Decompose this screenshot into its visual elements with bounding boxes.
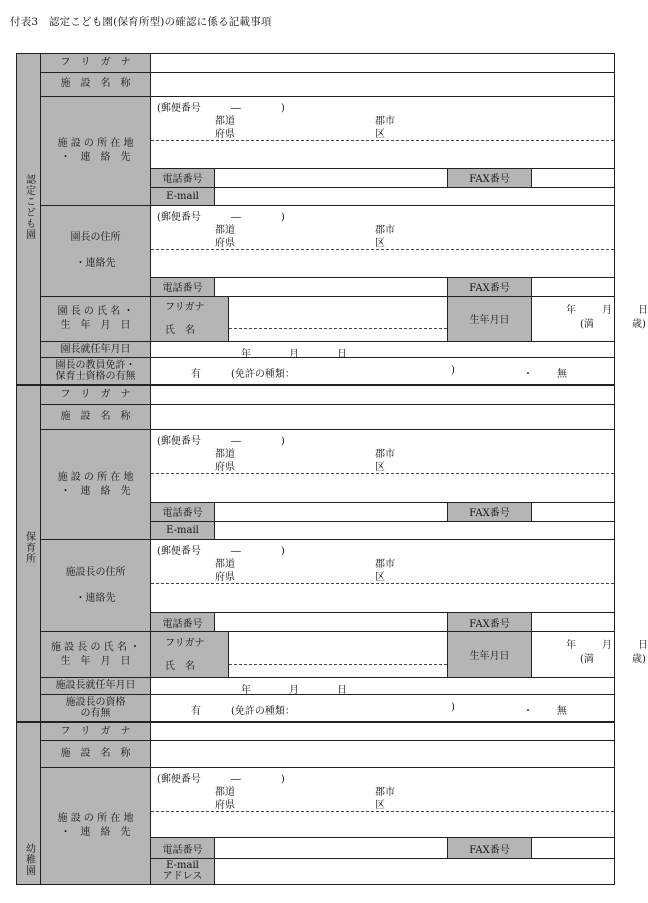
director-license-label: 園長の教員免許・ 保育士資格の有無 xyxy=(41,358,151,385)
form-table-3 xyxy=(16,722,615,885)
director-fax-field[interactable] xyxy=(532,278,615,297)
director-dob-field[interactable]: 年 月 日 (満 歳) xyxy=(532,296,615,341)
email-field[interactable] xyxy=(215,187,615,206)
facility-name-label: 施 設 名 称 xyxy=(41,72,151,97)
fac-director-qual-label: 施設長の資格 の有無 xyxy=(41,694,151,721)
address-field-hs[interactable]: (郵便番号 ― ) 都道 府県 郡市 区 xyxy=(151,429,615,502)
fac-director-fax-field[interactable] xyxy=(532,613,615,632)
email-field-hs[interactable] xyxy=(215,521,615,540)
fac-director-appoint-label: 施設長就任年月日 xyxy=(41,678,151,695)
section-label-kodomoen: 認定こども園 xyxy=(17,54,41,385)
tel-field[interactable] xyxy=(215,169,448,188)
fac-director-dob-field[interactable]: 年 月 日 (満 歳) xyxy=(532,632,615,678)
address-label-yc: 施 設 の 所 在 地 ・ 連 絡 先 xyxy=(41,767,151,884)
director-address-field[interactable]: (郵便番号 ― ) 都道 府県 郡市 区 xyxy=(151,206,615,278)
fax-label-hs: FAX番号 xyxy=(448,502,532,521)
address-field[interactable]: (郵便番号 ― ) 都道 府県 郡市 区 xyxy=(151,97,615,169)
fac-director-qual-field[interactable]: 有 (免許の種類： ) ・ 無 xyxy=(151,694,615,721)
fax-field-yc[interactable] xyxy=(532,838,615,858)
director-tel-field[interactable] xyxy=(215,278,448,297)
fac-director-address-field[interactable]: (郵便番号 ― ) 都道 府県 郡市 区 xyxy=(151,540,615,613)
fac-director-kana-label: フリガナ 氏 名 xyxy=(151,632,229,678)
director-tel-label: 電話番号 xyxy=(151,278,215,297)
fax-field[interactable] xyxy=(532,169,615,188)
section-label-youchien: 幼稚園 xyxy=(17,723,41,885)
furigana-label: フ リ ガ ナ xyxy=(41,54,151,73)
fax-label-yc: FAX番号 xyxy=(448,838,532,858)
fac-director-name-label: 施 設 長 の 氏 名 ・ 生 年 月 日 xyxy=(41,632,151,678)
director-address-label: 園長の住所 ・連絡先 xyxy=(41,206,151,296)
fac-director-appoint-field[interactable]: 年 月 日 xyxy=(151,678,615,695)
fac-director-tel-label: 電話番号 xyxy=(151,613,215,632)
facility-name-label-yc: 施 設 名 称 xyxy=(41,741,151,767)
address-label: 施 設 の 所 在 地 ・ 連 絡 先 xyxy=(41,97,151,206)
fac-director-tel-field[interactable] xyxy=(215,613,448,632)
director-appoint-field[interactable]: 年 月 日 xyxy=(151,341,615,357)
facility-name-field-hs[interactable] xyxy=(151,404,615,429)
furigana-field[interactable] xyxy=(151,54,615,73)
tel-label-hs: 電話番号 xyxy=(151,502,215,521)
address-field-yc[interactable]: (郵便番号 ― ) 都道 府県 郡市 区 xyxy=(151,767,615,838)
address-label-hs: 施 設 の 所 在 地 ・ 連 絡 先 xyxy=(41,429,151,540)
director-fax-label: FAX番号 xyxy=(448,278,532,297)
director-license-field[interactable]: 有 (免許の種類： ) ・ 無 xyxy=(151,358,615,385)
email-label-hs: E-mail xyxy=(151,521,215,540)
furigana-field-yc[interactable] xyxy=(151,723,615,741)
fac-director-fax-label: FAX番号 xyxy=(448,613,532,632)
facility-name-field-yc[interactable] xyxy=(151,741,615,767)
furigana-label-yc: フ リ ガ ナ xyxy=(41,723,151,741)
director-dob-label: 生年月日 xyxy=(448,296,532,341)
page-title: 付表3 認定こども園(保育所型)の確認に係る記載事項 xyxy=(10,16,272,28)
form-table xyxy=(16,53,648,385)
director-kana-label: フリガナ 氏 名 xyxy=(151,296,229,341)
tel-label-yc: 電話番号 xyxy=(151,838,215,858)
tel-label: 電話番号 xyxy=(151,169,215,188)
fac-director-name-field[interactable] xyxy=(229,632,448,678)
tel-field-yc[interactable] xyxy=(215,838,448,858)
email-label: E-mail xyxy=(151,187,215,206)
facility-name-label-hs: 施 設 名 称 xyxy=(41,404,151,429)
form-table-2 xyxy=(16,385,648,722)
director-appoint-label: 園長就任年月日 xyxy=(41,341,151,357)
tel-field-hs[interactable] xyxy=(215,502,448,521)
email-address-label-yc: E-mail アドレス xyxy=(151,858,215,884)
furigana-field-hs[interactable] xyxy=(151,386,615,405)
fax-label: FAX番号 xyxy=(448,169,532,188)
email-field-yc[interactable] xyxy=(215,858,615,884)
fac-director-address-label: 施設長の住所 ・連絡先 xyxy=(41,540,151,632)
furigana-label-hs: フ リ ガ ナ xyxy=(41,386,151,405)
director-name-field[interactable] xyxy=(229,296,448,341)
facility-name-field[interactable] xyxy=(151,72,615,97)
fax-field-hs[interactable] xyxy=(532,502,615,521)
section-label-hoikusho: 保育所 xyxy=(17,386,41,722)
director-name-label: 園 長 の 氏 名 ・ 生 年 月 日 xyxy=(41,296,151,341)
fac-director-dob-label: 生年月日 xyxy=(448,632,532,678)
